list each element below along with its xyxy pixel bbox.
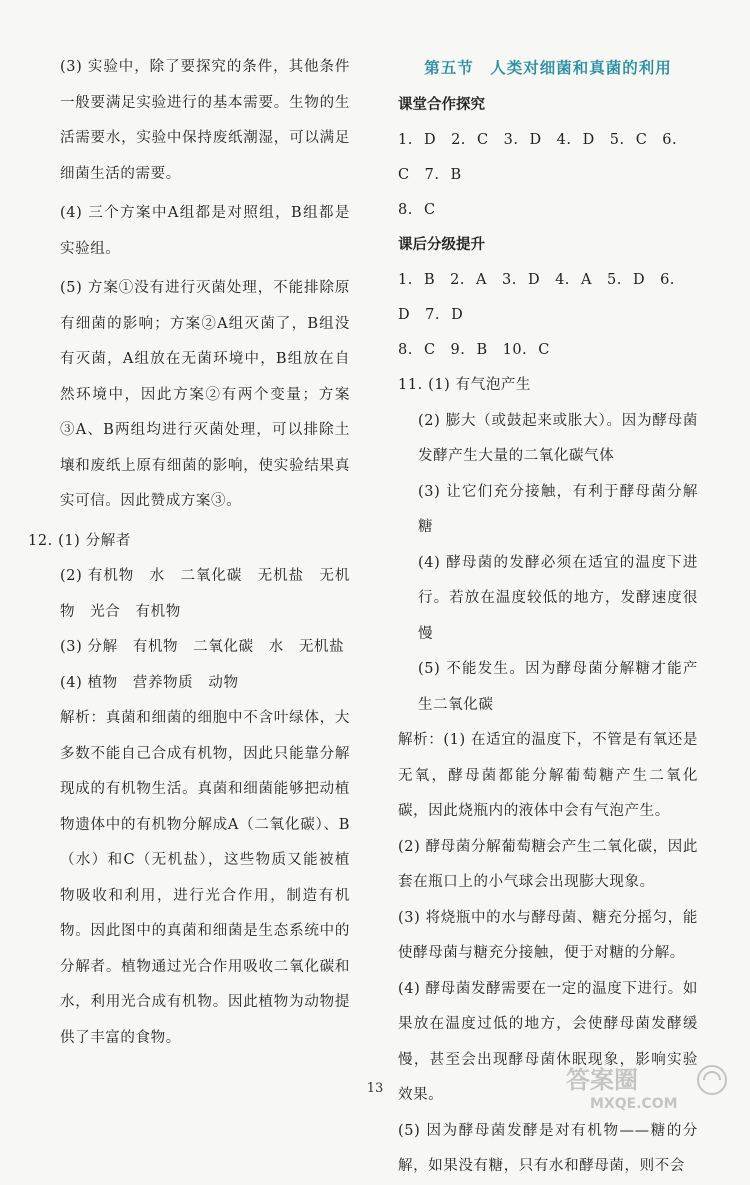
- analysis-11-part3: (3) 将烧瓶中的水与酵母菌、糖充分摇匀，能使酵母菌与糖充分接触，便于对糖的分解。: [398, 909, 698, 961]
- paragraph-q3: (3) 实验中，除了要探究的条件，其他条件一般要满足实验进行的基本需要。生物的生活需要水，实验中保持废纸潮湿，可以满足细菌生活的需要。: [60, 59, 350, 182]
- paragraph-q4: (4) 三个方案中A组都是对照组，B组都是实验组。: [60, 205, 350, 257]
- watermark-logo: [560, 1058, 735, 1114]
- analysis-11-part1: 解析：(1) 在适宜的温度下，不管是有氧还是无氧，酵母菌都能分解葡萄糖产生二氧化碳，因此烧瓶内的液体中会有气泡产生。: [398, 732, 698, 819]
- answers-row-1: 1. D 2. C 3. D 4. D 5. C 6. C 7. B: [398, 132, 678, 183]
- analysis-11-part5: (5) 因为酵母菌发酵是对有机物——糖的分解，如果没有糖，只有水和酵母菌，则不会: [398, 1122, 698, 1174]
- question-12-part4: (4) 植物 营养物质 动物: [60, 674, 239, 691]
- left-column: [28, 50, 350, 1056]
- question-11-part2: (2) 膨大（或鼓起来或胀大）。因为酵母菌发酵产生大量的二氧化碳气体: [418, 412, 698, 464]
- svg-text:答案圈: 答案圈: [566, 1066, 638, 1094]
- subheading-classroom: 课堂合作探究: [398, 97, 485, 113]
- question-12-part1: 12. (1) 分解者: [28, 532, 131, 549]
- section-heading: 第五节 人类对细菌和真菌的利用: [424, 59, 672, 77]
- subheading-after-class: 课后分级提升: [398, 237, 485, 253]
- question-11-part3: (3) 让它们充分接触，有利于酵母菌分解糖: [418, 483, 698, 535]
- svg-text:MXQE.COM: MXQE.COM: [590, 1096, 678, 1112]
- analysis-12: 解析：真菌和细菌的细胞中不含叶绿体，大多数不能自己合成有机物，因此只能靠分解现成的有机物生活。真菌和细菌能够把动植物遗体中的有机物分解成A（二氧化碳）、B（水）和C（无机盐），这些物质又能被植物吸收和利用，进行光合作用，制造有机物。因此图中的真菌和细菌是生态系统中的分解者。植物通过光合作用吸收二氧化碳和水，利用光合成有机物。因此植物为动物提供了丰富的食物。: [60, 710, 350, 1046]
- right-column: [398, 50, 698, 1185]
- question-12-part2: (2) 有机物 水 二氧化碳 无机盐 无机物 光合 有机物: [60, 568, 350, 620]
- paragraph-q5: (5) 方案①没有进行灭菌处理，不能排除原有细菌的影响；方案②A组灭菌了，B组没有灭菌，A组放在无菌环境中，B组放在自然环境中，因此方案②有两个变量；方案③A、B两组均进行灭菌处理，可以排除土壤和废纸上原有细菌的影响，使实验结果真实可信。因此赞成方案③。: [60, 280, 350, 509]
- question-11-part1: 11. (1) 有气泡产生: [398, 377, 532, 393]
- answers-row-3: 1. B 2. A 3. D 4. A 5. D 6. D 7. D: [398, 272, 675, 323]
- question-11-part5: (5) 不能发生。因为酵母菌分解糖才能产生二氧化碳: [418, 661, 698, 713]
- analysis-11-part4: (4) 酵母菌发酵需要在一定的温度下进行。如果放在温度过低的地方，会使酵母菌发酵缓慢，甚至会出现酵母菌休眠现象，影响实验效果。: [398, 980, 698, 1103]
- answers-row-2: 8. C: [398, 202, 436, 218]
- question-12-part3: (3) 分解 有机物 二氧化碳 水 无机盐: [60, 639, 345, 655]
- page-number: 13: [366, 1081, 384, 1096]
- question-11-part4: (4) 酵母菌的发酵必须在适宜的温度下进行。若放在温度较低的地方，发酵速度很慢: [418, 554, 698, 642]
- answers-row-4: 8. C 9. B 10. C: [398, 342, 550, 358]
- analysis-11-part2: (2) 酵母菌分解葡萄糖会产生二氧化碳，因此套在瓶口上的小气球会出现膨大现象。: [398, 838, 698, 890]
